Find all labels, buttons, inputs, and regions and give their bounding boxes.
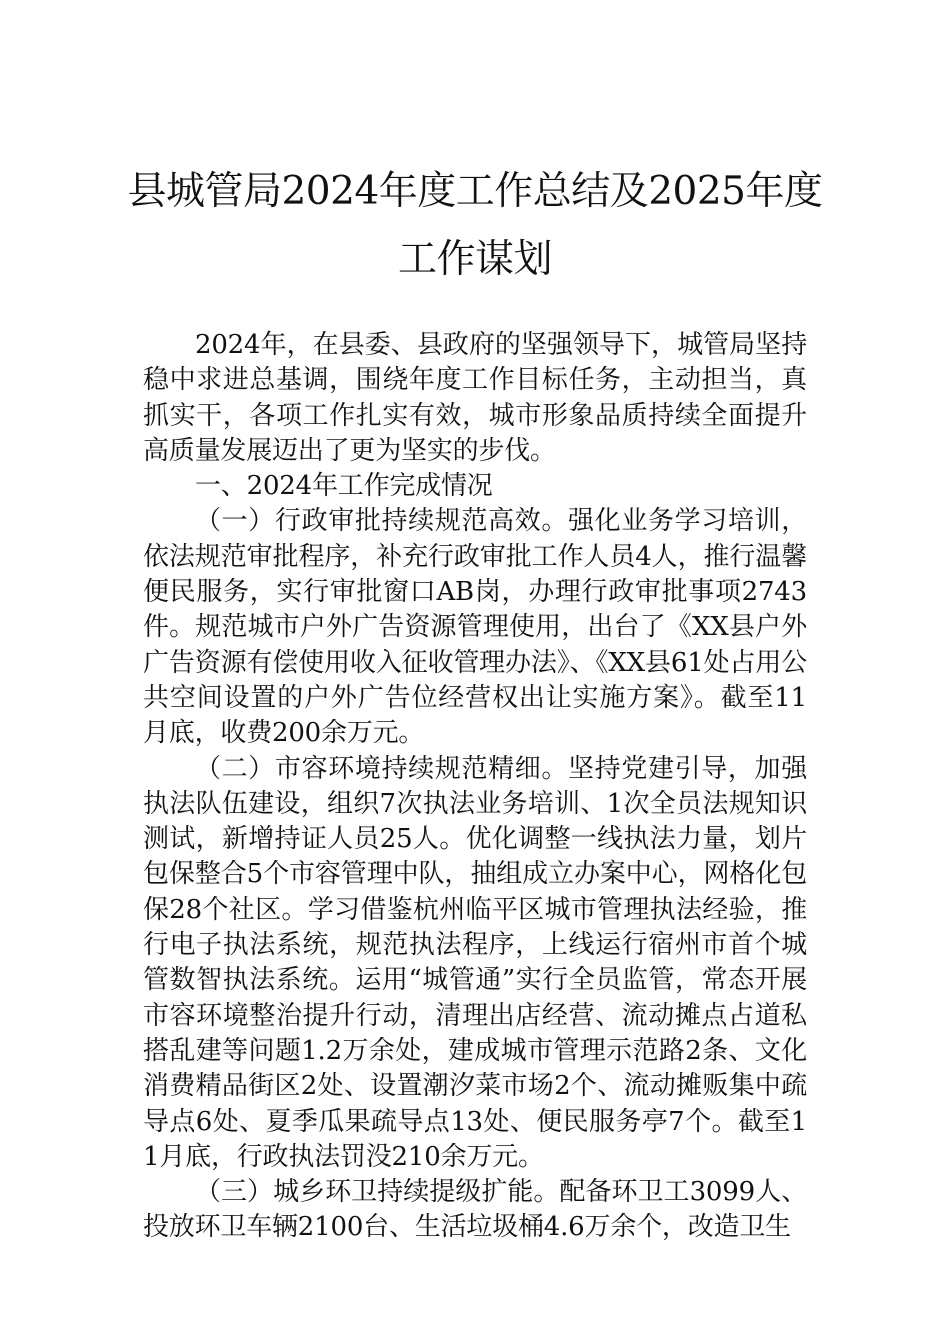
document-body	[143, 328, 807, 1246]
intro-paragraph: 2024年，在县委、县政府的坚强领导下，城管局坚持稳中求进总基调，围绕年度工作目标任务，主动担当，真抓实干，各项工作扎实有效，城市形象品质持续全面提升高质量发展迈出了更为坚实的步伐。	[143, 330, 807, 466]
document-title: 县城管局2024年度工作总结及2025年度工作谋划	[127, 169, 823, 282]
section-heading-1: 一、2024年工作完成情况	[195, 471, 493, 502]
paragraph-admin-approval: （一）行政审批持续规范高效。强化业务学习培训，依法规范审批程序，补充行政审批工作人员4人，推行温馨便民服务，实行审批窗口AB岗，办理行政审批事项2743件。规范城市户外广告资源管理使用，出台了《XX县户外广告资源有偿使用收入征收管理办法》、《XX县61处占用公共空间设置的户外广告位经营权出让实施方案》。截至11月底，收费200余万元。	[143, 506, 807, 749]
paragraph-city-appearance: （二）市容环境持续规范精细。坚持党建引导，加强执法队伍建设，组织7次执法业务培训、1次全员法规知识测试，新增持证人员25人。优化调整一线执法力量，划片包保整合5个市容管理中队，抽组成立办案中心，网格化包保28个社区。学习借鉴杭州临平区城市管理执法经验，推行电子执法系统，规范执法程序，上线运行宿州市首个城管数智执法系统。运用“城管通”实行全员监管，常态开展市容环境整治提升行动，清理出店经营、流动摊点占道私搭乱建等问题1.2万余处，建成城市管理示范路2条、文化消费精品街区2处、设置潮汐菜市场2个、流动摊贩集中疏导点6处、夏季瓜果疏导点13处、便民服务亭7个。截至11月底，行政执法罚没210余万元。	[143, 753, 807, 1172]
paragraph-sanitation: （三）城乡环卫持续提级扩能。配备环卫工3099人、投放环卫车辆2100台、生活垃圾桶4.6万余个，改造卫生	[143, 1177, 807, 1243]
